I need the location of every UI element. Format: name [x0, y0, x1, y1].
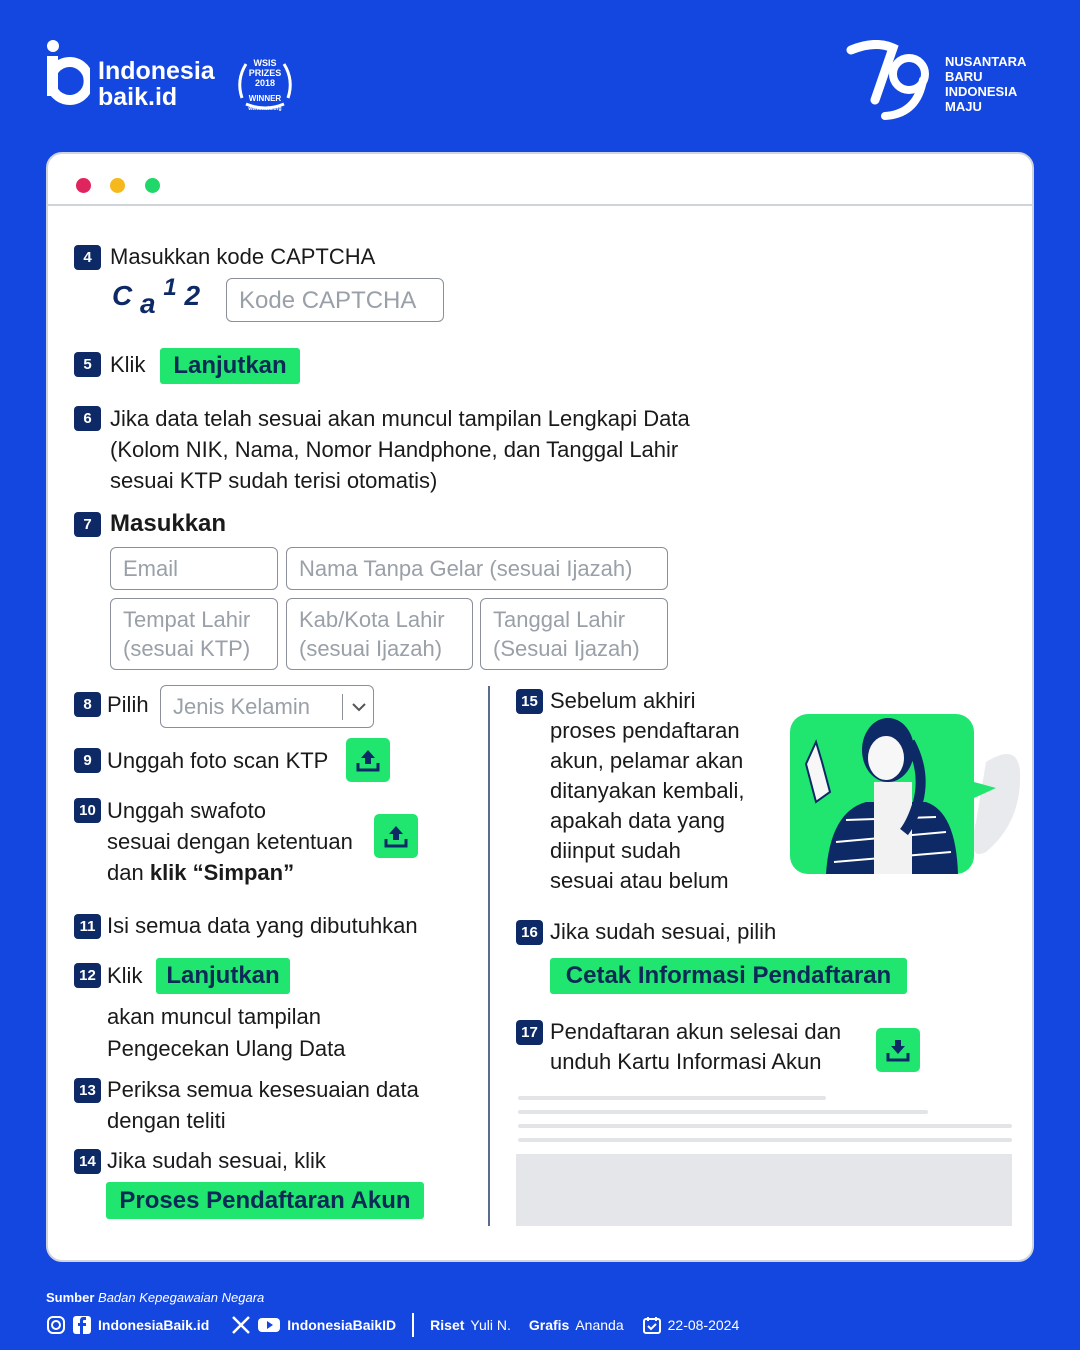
handle-indonesiabaikid[interactable]: IndonesiaBaikID: [287, 1317, 397, 1333]
window-close-dot: [76, 178, 91, 193]
woman-illustration: [786, 702, 1026, 902]
step-badge: 14: [74, 1149, 101, 1174]
step-badge: 8: [74, 692, 101, 717]
step-badge: 10: [74, 798, 101, 823]
step-text: Unggah foto scan KTP: [107, 748, 329, 773]
step-badge: 6: [74, 406, 101, 431]
jenis-kelamin-select[interactable]: Jenis Kelamin: [160, 685, 374, 728]
step-badge: 7: [74, 512, 101, 537]
step-badge: 12: [74, 963, 101, 988]
chevron-down-icon: [342, 694, 367, 720]
column-divider: [488, 686, 490, 1226]
placeholder-block: [516, 1154, 1012, 1226]
publish-date: 22-08-2024: [667, 1317, 740, 1333]
step-text: Pendaftaran akun selesai dan unduh Kartu Informasi Akun: [550, 1019, 842, 1074]
proses-pendaftaran-akun-button[interactable]: Proses Pendaftaran Akun: [106, 1182, 424, 1219]
kab-kota-lahir-field[interactable]: Kab/Kota Lahir (sesuai Ijazah): [286, 598, 473, 670]
footer-credits: IndonesiaBaik.id IndonesiaBaikID Riset Yuli N. Grafis Ananda 22-08-2024: [46, 1312, 739, 1338]
browser-window-card: [46, 152, 1034, 1262]
handle-indonesiabaik[interactable]: IndonesiaBaik.id: [98, 1317, 210, 1333]
tempat-lahir-field[interactable]: Tempat Lahir (sesuai KTP): [110, 598, 278, 670]
lanjutkan-button[interactable]: Lanjutkan: [160, 348, 300, 384]
instagram-icon[interactable]: [46, 1315, 66, 1335]
calendar-icon: [642, 1315, 662, 1335]
step-badge: 16: [516, 920, 543, 945]
captcha-image: C a 1 2: [112, 274, 201, 319]
upload-icon: [383, 823, 409, 849]
step-text: Jika sudah sesuai, klik: [107, 1148, 326, 1173]
step-text: Pilih: [107, 692, 149, 717]
email-field[interactable]: Email: [110, 547, 278, 590]
download-icon: [885, 1037, 911, 1063]
step-text: Jika sudah sesuai, pilih: [550, 919, 777, 944]
step-badge: 9: [74, 748, 101, 773]
youtube-icon[interactable]: [257, 1315, 281, 1335]
window-minimize-dot: [110, 178, 125, 193]
placeholder-line: [518, 1096, 826, 1100]
placeholder-line: [518, 1110, 928, 1114]
captcha-input[interactable]: Kode CAPTCHA: [226, 278, 444, 322]
step-text: Unggah swafoto sesuai dengan ketentuan dan klik “Simpan”: [107, 798, 353, 885]
tanggal-lahir-field[interactable]: Tanggal Lahir (Sesuai Ijazah): [480, 598, 668, 670]
step-badge: 5: [74, 352, 101, 377]
cetak-informasi-pendaftaran-button[interactable]: Cetak Informasi Pendaftaran: [550, 958, 907, 994]
step-text: Sebelum akhiri proses pendaftaran akun, pelamar akan ditanyakan kembali, apakah data yang diinput sudah sesuai atau belum: [550, 688, 745, 893]
step-badge: 17: [516, 1020, 543, 1045]
upload-icon: [355, 747, 381, 773]
step-text: akan muncul tampilan Pengecekan Ulang Data: [107, 1004, 346, 1061]
upload-swafoto-button[interactable]: [374, 814, 418, 858]
step-text: Masukkan: [110, 510, 227, 537]
lanjutkan-button-2[interactable]: Lanjutkan: [156, 958, 290, 994]
anniversary-tagline: NUSANTARA BARU INDONESIA MAJU: [945, 54, 1027, 114]
step-text: Klik: [107, 963, 143, 988]
placeholder-line: [518, 1124, 1012, 1128]
step-badge: 11: [74, 914, 101, 939]
step-text: Klik: [110, 352, 146, 377]
window-title-bar: [48, 154, 1032, 206]
x-twitter-icon[interactable]: [231, 1315, 251, 1335]
window-maximize-dot: [145, 178, 160, 193]
step-text: Periksa semua kesesuaian data dengan teliti: [107, 1077, 419, 1133]
step-text: Isi semua data yang dibutuhkan: [107, 913, 418, 938]
brand-name: Indonesia baik.id: [98, 57, 215, 111]
placeholder-line: [518, 1138, 1012, 1142]
step-badge: 15: [516, 689, 543, 714]
step-badge: 4: [74, 245, 101, 270]
upload-ktp-button[interactable]: [346, 738, 390, 782]
wsis-award-badge: WSIS PRIZES 2018 WINNER www.wsis.org: [232, 52, 298, 118]
nama-field[interactable]: Nama Tanpa Gelar (sesuai Ijazah): [286, 547, 668, 590]
download-kartu-button[interactable]: [876, 1028, 920, 1072]
ri-79-anniversary-logo-icon: [845, 40, 937, 122]
source-text: Sumber Badan Kepegawaian Negara: [46, 1290, 265, 1305]
step-badge: 13: [74, 1078, 101, 1103]
step-text: Jika data telah sesuai akan muncul tampilan Lengkapi Data (Kolom NIK, Nama, Nomor Handphone, dan Tanggal Lahir sesuai KTP sudah terisi otomatis): [110, 406, 690, 493]
facebook-icon[interactable]: [72, 1315, 92, 1335]
step-text: Masukkan kode CAPTCHA: [110, 244, 376, 269]
indonesiabaik-logo-icon: [44, 38, 90, 110]
